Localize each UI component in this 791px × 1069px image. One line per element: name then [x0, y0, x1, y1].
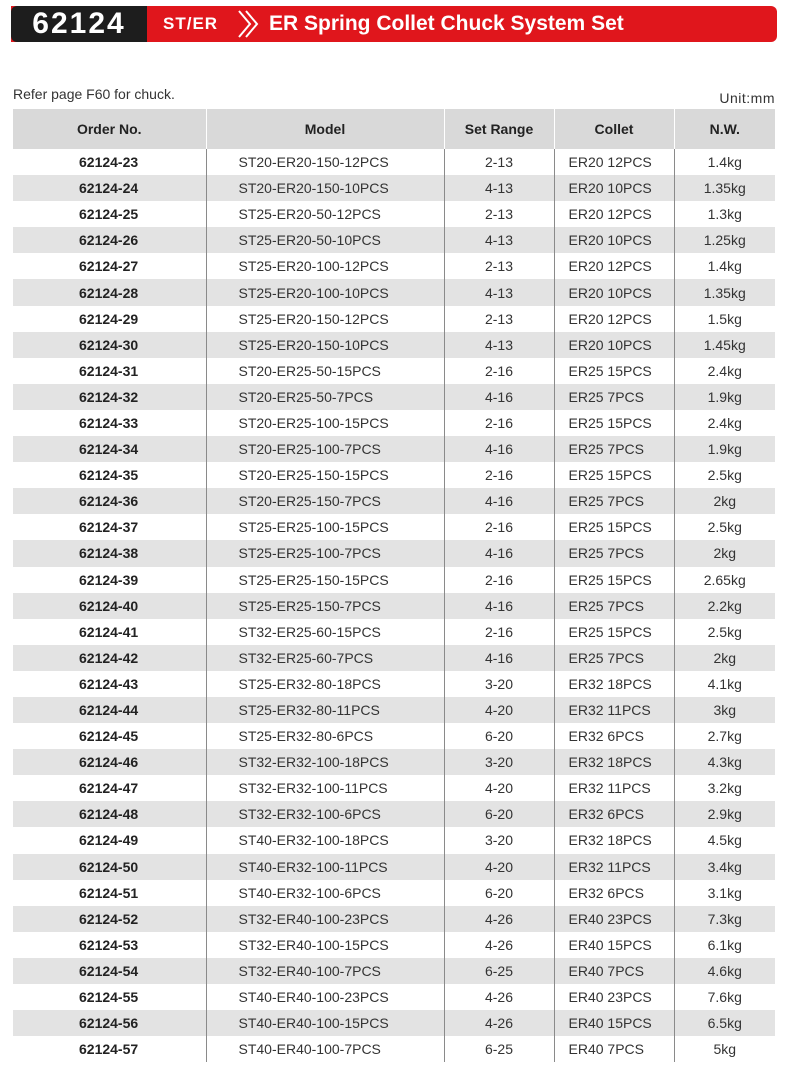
model-cell: ST32-ER32-100-11PCS — [206, 775, 444, 801]
set-range-cell: 4-16 — [444, 540, 554, 566]
table-row — [13, 175, 775, 201]
nw-cell: 1.9kg — [674, 384, 775, 410]
column-header-order-no: Order No. — [13, 109, 206, 149]
set-range-cell: 4-20 — [444, 697, 554, 723]
nw-cell: 2.7kg — [707, 728, 742, 745]
model-cell: ST25-ER32-80-6PCS — [206, 723, 444, 749]
model-cell: ST40-ER32-100-11PCS — [206, 854, 444, 880]
table-row — [13, 697, 775, 723]
order-no-cell: 62124-40 — [13, 593, 206, 619]
order-no-cell: 62124-47 — [13, 775, 206, 801]
table-row — [13, 384, 775, 410]
nw-cell: 1.45kg — [674, 332, 775, 358]
model-cell: ST25-ER20-100-10PCS — [206, 279, 444, 305]
table-row — [13, 827, 775, 853]
order-no-cell: 62124-35 — [13, 462, 206, 488]
model-cell: ST20-ER20-150-12PCS — [206, 149, 444, 175]
set-range-cell: 4-13 — [444, 227, 554, 253]
order-no-cell: 62124-24 — [13, 175, 206, 201]
nw-cell: 1.4kg — [707, 258, 742, 275]
model-cell: ST25-ER20-50-10PCS — [206, 227, 444, 253]
nw-cell: 2.5kg — [707, 519, 742, 536]
collet-cell: ER20 12PCS — [554, 201, 674, 227]
collet-cell: ER20 12PCS — [554, 253, 674, 279]
set-range-cell: 2-16 — [444, 567, 554, 593]
set-range-cell: 4-26 — [444, 1010, 554, 1036]
model-cell: ST20-ER20-150-10PCS — [206, 175, 444, 201]
set-range-cell: 3-20 — [444, 671, 554, 697]
nw-cell: 1.4kg — [707, 154, 742, 171]
set-range-cell: 4-26 — [444, 984, 554, 1010]
set-range-cell: 3-20 — [444, 749, 554, 775]
set-range-cell: 2-16 — [444, 619, 554, 645]
set-range-cell: 2-13 — [444, 306, 554, 332]
table-row — [13, 279, 775, 305]
table-body — [13, 149, 775, 1062]
order-no-cell: 62124-44 — [13, 697, 206, 723]
order-no-cell: 62124-33 — [13, 410, 206, 436]
model-cell: ST25-ER25-150-15PCS — [206, 567, 444, 593]
order-no-cell: 62124-26 — [13, 227, 206, 253]
nw-cell: 2.4kg — [707, 414, 742, 431]
nw-cell: 2.65kg — [703, 571, 746, 588]
set-range-cell: 4-16 — [444, 645, 554, 671]
order-no-cell: 62124-36 — [13, 488, 206, 514]
model-cell: ST25-ER25-100-7PCS — [206, 540, 444, 566]
order-no-cell: 62124-42 — [13, 645, 206, 671]
model-cell: ST20-ER25-100-7PCS — [206, 436, 444, 462]
order-no-cell: 62124-38 — [13, 540, 206, 566]
collet-cell: ER32 6PCS — [554, 723, 674, 749]
model-cell: ST32-ER32-100-18PCS — [206, 749, 444, 775]
model-cell: ST40-ER40-100-7PCS — [206, 1036, 444, 1062]
column-header-model: Model — [206, 109, 444, 149]
collet-cell: ER25 15PCS — [554, 410, 674, 436]
table-row — [13, 1010, 775, 1036]
collet-cell: ER20 10PCS — [554, 332, 674, 358]
order-no-cell: 62124-46 — [13, 749, 206, 775]
table-row — [13, 932, 775, 958]
set-range-cell: 3-20 — [444, 827, 554, 853]
nw-cell: 1.35kg — [674, 175, 775, 201]
order-no-cell: 62124-54 — [13, 958, 206, 984]
set-range-cell: 2-16 — [444, 358, 554, 384]
collet-cell: ER25 15PCS — [554, 462, 674, 488]
model-cell: ST25-ER32-80-11PCS — [206, 697, 444, 723]
order-no-cell: 62124-49 — [13, 827, 206, 853]
page-title: ER Spring Collet Chuck System Set — [269, 12, 624, 35]
set-range-cell: 4-20 — [444, 775, 554, 801]
unit-label: Unit:mm — [719, 90, 775, 106]
set-range-cell: 6-25 — [444, 1036, 554, 1062]
collet-cell: ER25 15PCS — [554, 358, 674, 384]
nw-cell: 4.3kg — [674, 749, 775, 775]
model-cell: ST32-ER40-100-7PCS — [206, 958, 444, 984]
nw-cell: 2.5kg — [707, 467, 742, 484]
set-range-cell: 6-20 — [444, 880, 554, 906]
model-cell: ST32-ER32-100-6PCS — [206, 801, 444, 827]
model-cell: ST40-ER32-100-18PCS — [206, 827, 444, 853]
set-range-cell: 2-13 — [444, 253, 554, 279]
set-range-cell: 2-13 — [444, 201, 554, 227]
product-table — [13, 109, 775, 1062]
order-no-cell: 62124-48 — [13, 801, 206, 827]
set-range-cell: 4-13 — [444, 279, 554, 305]
order-no-cell: 62124-41 — [13, 619, 206, 645]
table-row — [13, 1036, 775, 1062]
collet-cell: ER32 18PCS — [554, 827, 674, 853]
table-row — [13, 488, 775, 514]
set-range-cell: 4-20 — [444, 854, 554, 880]
table-row — [13, 801, 775, 827]
nw-cell: 5kg — [713, 1041, 737, 1058]
collet-cell: ER32 11PCS — [554, 854, 674, 880]
model-cell: ST32-ER40-100-23PCS — [206, 906, 444, 932]
nw-cell: 2kg — [674, 645, 775, 671]
model-cell: ST40-ER40-100-15PCS — [206, 1010, 444, 1036]
order-no-cell: 62124-50 — [13, 854, 206, 880]
set-range-cell: 4-16 — [444, 488, 554, 514]
set-range-cell: 2-16 — [444, 462, 554, 488]
set-range-cell: 4-13 — [444, 175, 554, 201]
collet-cell: ER20 10PCS — [554, 279, 674, 305]
order-no-cell: 62124-56 — [13, 1010, 206, 1036]
collet-cell: ER32 18PCS — [554, 749, 674, 775]
collet-cell: ER25 7PCS — [554, 540, 674, 566]
nw-cell: 2kg — [674, 540, 775, 566]
collet-cell: ER25 15PCS — [554, 514, 674, 540]
nw-cell: 2kg — [674, 488, 775, 514]
nw-cell: 1.5kg — [707, 310, 742, 327]
collet-cell: ER25 7PCS — [554, 384, 674, 410]
table-row — [13, 880, 775, 906]
model-cell: ST20-ER25-150-7PCS — [206, 488, 444, 514]
model-cell: ST40-ER40-100-23PCS — [206, 984, 444, 1010]
table-row — [13, 306, 775, 332]
model-cell: ST25-ER20-150-10PCS — [206, 332, 444, 358]
table-row — [13, 540, 775, 566]
order-no-cell: 62124-34 — [13, 436, 206, 462]
title-banner — [11, 6, 777, 42]
nw-cell: 3.4kg — [674, 854, 775, 880]
model-cell: ST32-ER25-60-15PCS — [206, 619, 444, 645]
table-row — [13, 332, 775, 358]
table-row — [13, 201, 775, 227]
collet-cell: ER20 10PCS — [554, 227, 674, 253]
nw-cell: 1.35kg — [674, 279, 775, 305]
nw-cell: 3.1kg — [707, 884, 742, 901]
model-cell: ST25-ER25-150-7PCS — [206, 593, 444, 619]
set-range-cell: 4-13 — [444, 332, 554, 358]
model-cell: ST32-ER40-100-15PCS — [206, 932, 444, 958]
nw-cell: 7.3kg — [674, 906, 775, 932]
order-no-cell: 62124-29 — [13, 306, 206, 332]
set-range-cell: 4-16 — [444, 384, 554, 410]
table-row — [13, 619, 775, 645]
table-row — [13, 514, 775, 540]
nw-cell: 4.5kg — [707, 832, 742, 849]
table-row — [13, 410, 775, 436]
model-cell: ST20-ER25-100-15PCS — [206, 410, 444, 436]
collet-cell: ER20 12PCS — [554, 149, 674, 175]
column-header-set-range: Set Range — [444, 109, 554, 149]
series-label: ST/ER — [163, 14, 219, 33]
model-cell: ST25-ER25-100-15PCS — [206, 514, 444, 540]
order-no-cell: 62124-55 — [13, 984, 206, 1010]
nw-cell: 2.2kg — [674, 593, 775, 619]
order-no-cell: 62124-31 — [13, 358, 206, 384]
collet-cell: ER25 7PCS — [554, 593, 674, 619]
set-range-cell: 4-26 — [444, 932, 554, 958]
reference-note: Refer page F60 for chuck. — [13, 86, 175, 102]
product-code: 62124 — [11, 6, 147, 42]
table-row — [13, 358, 775, 384]
model-cell: ST25-ER20-100-12PCS — [206, 253, 444, 279]
order-no-cell: 62124-28 — [13, 279, 206, 305]
set-range-cell: 4-16 — [444, 436, 554, 462]
nw-cell: 1.3kg — [707, 206, 742, 223]
collet-cell: ER25 15PCS — [554, 619, 674, 645]
collet-cell: ER25 7PCS — [554, 488, 674, 514]
table-row — [13, 906, 775, 932]
nw-cell: 4.1kg — [707, 675, 742, 692]
table-row — [13, 749, 775, 775]
table-header-row — [13, 109, 775, 149]
order-no-cell: 62124-39 — [13, 567, 206, 593]
table-row — [13, 593, 775, 619]
order-no-cell: 62124-51 — [13, 880, 206, 906]
order-no-cell: 62124-57 — [13, 1036, 206, 1062]
nw-cell: 4.6kg — [674, 958, 775, 984]
collet-cell: ER32 11PCS — [554, 697, 674, 723]
collet-cell: ER40 23PCS — [554, 984, 674, 1010]
nw-cell: 2.4kg — [707, 362, 742, 379]
set-range-cell: 6-25 — [444, 958, 554, 984]
table-row — [13, 854, 775, 880]
collet-cell: ER32 18PCS — [554, 671, 674, 697]
order-no-cell: 62124-52 — [13, 906, 206, 932]
nw-cell: 2.5kg — [707, 623, 742, 640]
set-range-cell: 6-20 — [444, 801, 554, 827]
order-no-cell: 62124-23 — [13, 149, 206, 175]
model-cell: ST20-ER25-50-15PCS — [206, 358, 444, 384]
order-no-cell: 62124-53 — [13, 932, 206, 958]
order-no-cell: 62124-27 — [13, 253, 206, 279]
table-row — [13, 671, 775, 697]
table-row — [13, 645, 775, 671]
collet-cell: ER32 11PCS — [554, 775, 674, 801]
collet-cell: ER40 7PCS — [554, 958, 674, 984]
set-range-cell: 2-16 — [444, 514, 554, 540]
model-cell: ST25-ER32-80-18PCS — [206, 671, 444, 697]
set-range-cell: 6-20 — [444, 723, 554, 749]
order-no-cell: 62124-45 — [13, 723, 206, 749]
set-range-cell: 4-26 — [444, 906, 554, 932]
table-row — [13, 227, 775, 253]
model-cell: ST25-ER20-150-12PCS — [206, 306, 444, 332]
nw-cell: 3kg — [674, 697, 775, 723]
table-row — [13, 149, 775, 175]
nw-cell: 6.1kg — [707, 936, 742, 953]
model-cell: ST40-ER32-100-6PCS — [206, 880, 444, 906]
table-row — [13, 462, 775, 488]
collet-cell: ER25 15PCS — [554, 567, 674, 593]
model-cell: ST25-ER20-50-12PCS — [206, 201, 444, 227]
set-range-cell: 2-16 — [444, 410, 554, 436]
column-header-nw: N.W. — [674, 109, 775, 149]
set-range-cell: 4-16 — [444, 593, 554, 619]
model-cell: ST20-ER25-50-7PCS — [206, 384, 444, 410]
order-no-cell: 62124-43 — [13, 671, 206, 697]
order-no-cell: 62124-30 — [13, 332, 206, 358]
table-row — [13, 567, 775, 593]
table-row — [13, 984, 775, 1010]
collet-cell: ER32 6PCS — [554, 801, 674, 827]
model-cell: ST32-ER25-60-7PCS — [206, 645, 444, 671]
column-header-collet: Collet — [554, 109, 674, 149]
nw-cell: 3.2kg — [707, 780, 742, 797]
table-row — [13, 958, 775, 984]
collet-cell: ER40 15PCS — [554, 1010, 674, 1036]
collet-cell: ER32 6PCS — [554, 880, 674, 906]
nw-cell: 6.5kg — [674, 1010, 775, 1036]
model-cell: ST20-ER25-150-15PCS — [206, 462, 444, 488]
table-row — [13, 723, 775, 749]
nw-cell: 1.9kg — [674, 436, 775, 462]
nw-cell: 7.6kg — [707, 989, 742, 1006]
order-no-cell: 62124-25 — [13, 201, 206, 227]
collet-cell: ER40 7PCS — [554, 1036, 674, 1062]
table-row — [13, 775, 775, 801]
collet-cell: ER40 23PCS — [554, 906, 674, 932]
set-range-cell: 2-13 — [444, 149, 554, 175]
nw-cell: 2.9kg — [674, 801, 775, 827]
table-row — [13, 253, 775, 279]
collet-cell: ER25 7PCS — [554, 436, 674, 462]
chevron-right-icon — [235, 10, 261, 38]
order-no-cell: 62124-37 — [13, 514, 206, 540]
nw-cell: 1.25kg — [674, 227, 775, 253]
collet-cell: ER20 10PCS — [554, 175, 674, 201]
collet-cell: ER20 12PCS — [554, 306, 674, 332]
table-row — [13, 436, 775, 462]
collet-cell: ER25 7PCS — [554, 645, 674, 671]
order-no-cell: 62124-32 — [13, 384, 206, 410]
collet-cell: ER40 15PCS — [554, 932, 674, 958]
